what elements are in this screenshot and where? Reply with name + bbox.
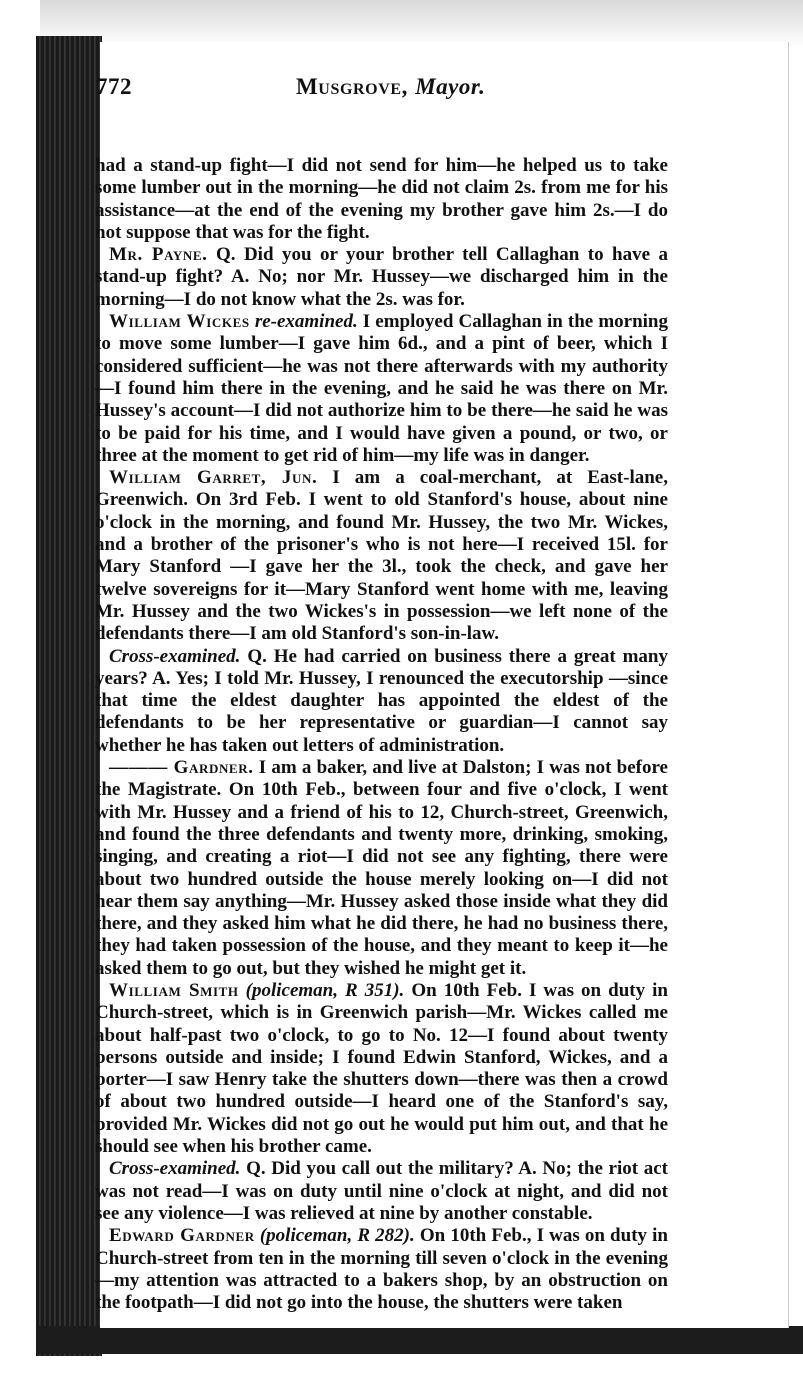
- paragraph: [95, 467, 668, 645]
- speaker-note: (policeman, R 282).: [254, 1225, 415, 1247]
- body-text: [95, 155, 668, 1314]
- scan-shadow: [40, 0, 803, 48]
- speaker-name: William Garret, Jun.: [109, 467, 318, 489]
- paragraph-text: I am a baker, and live at Dalston; I was not before the Magistrate. On 10th Feb., between four and five o'clock, I went with Mr. Hussey and a friend of his to 12, Church-street, Greenwich, and found the three defendants and twenty more, drinking, smoking, singing, and creating a riot—I did not see any fighting, there were about two hundred outside the house merely looking on—I did not hear them say anything—Mr. Hussey asked those inside what they did there, and they asked him what he did there, he had no business there, they had taken possession of the house, and they meant to keep it—he asked them to go out, but they wished he might get it.: [95, 757, 668, 979]
- paragraph-text: I employed Callaghan in the morning to move some lumber—I gave him 6d., and a pint of beer, which I considered sufficient—he was not there afterwards with my authority—I found him there in the evening, and he said he was there on Mr. Hussey's account—I did not authorize him to be there—he said he was to be paid for his time, and I would have given a pound, or two, or three at the moment to get rid of him—my life was in danger.: [95, 311, 668, 466]
- speaker-note: (policeman, R 351).: [238, 979, 405, 1001]
- paragraph-text: I am a coal-merchant, at East-lane, Greenwich. On 3rd Feb. I went to old Stanford's house, about nine o'clock in the morning, and found Mr. Hussey, the two Mr. Wickes, and a brother of the prisoner's who is not here—I received 15l. for Mary Stanford —I gave her the 3l., took the check, and gave her twelve sovereigns for it—Mary Stanford went home with me, leaving Mr. Hussey and the two Wickes's in possession—we left none of the defendants there—I am old Stanford's son-in-law.: [95, 467, 668, 645]
- running-head-name: Musgrove,: [296, 74, 408, 99]
- paragraph-text: had a stand-up fight—I did not send for him—he helped us to take some lumber out in the morning—he did not claim 2s. from me for his assistance—at the end of the evening my brother gave him 2s.—I do not suppose that was for the fight.: [95, 155, 668, 243]
- paragraph: [95, 980, 668, 1158]
- paragraph: [95, 646, 668, 757]
- paragraph: [95, 1158, 668, 1225]
- paragraph: [95, 244, 668, 311]
- paragraph-text: On 10th Feb., I was on duty in Church-street from ten in the morning till seven o'clock in the evening—my attention was attracted to a bakers shop, by an obstruction on the footpath—I did not go into the house, the shutters were taken: [95, 1225, 668, 1314]
- paragraph: [95, 757, 668, 980]
- paragraph-text: On 10th Feb. I was on duty in Church-street, which is in Greenwich parish—Mr. Wickes called me about half-past two o'clock, to go to No. 12—I found about twenty persons outside and inside; I found Edwin Stanford, Wickes, and a porter—I saw Henry take the shutters down—there was then a crowd of about two hundred outside—I heard one of the Stanford's say, provided Mr. Wickes did not go out he would put him out, and that he should see when his brother came.: [95, 979, 668, 1158]
- running-head: [296, 74, 485, 100]
- page-header: [96, 70, 656, 110]
- book-bottom-edge: [36, 1326, 803, 1354]
- paragraph: [95, 155, 668, 244]
- paragraph: [95, 311, 668, 467]
- paragraph-text: Q. He had carried on business there a great many years? A. Yes; I told Mr. Hussey, I renounced the executorship —since that time the eldest daughter has appointed the eldest of the defendants to be her representative or guardian—I cannot say whether he has taken out letters of administration.: [95, 645, 668, 756]
- speaker-name: William Wickes: [109, 311, 250, 333]
- speaker-name: ——— Gardner.: [109, 757, 254, 779]
- speaker-name: William Smith: [109, 979, 239, 1001]
- book-spine-edge: [36, 36, 102, 1356]
- speaker-name: Edward Gardner: [109, 1225, 255, 1247]
- page-number: 772: [96, 74, 132, 99]
- running-head-title: Mayor.: [415, 74, 486, 99]
- examination-label: Cross-examined.: [109, 1158, 241, 1180]
- paragraph-text: Q. Did you call out the military? A. No; the riot act was not read—I was on duty until nine o'clock at night, and did not see any violence—I was relieved at nine by another constable.: [95, 1158, 668, 1224]
- paragraph-text: Q. Did you or your brother tell Callaghan to have a stand-up fight? A. No; nor Mr. Hussey—we discharged him in the morning—I do not know what the 2s. was for.: [95, 244, 668, 310]
- speaker-note: re-examined.: [249, 311, 358, 333]
- examination-label: Cross-examined.: [109, 645, 241, 667]
- speaker-name: Mr. Payne.: [109, 244, 208, 266]
- paragraph: [95, 1225, 668, 1314]
